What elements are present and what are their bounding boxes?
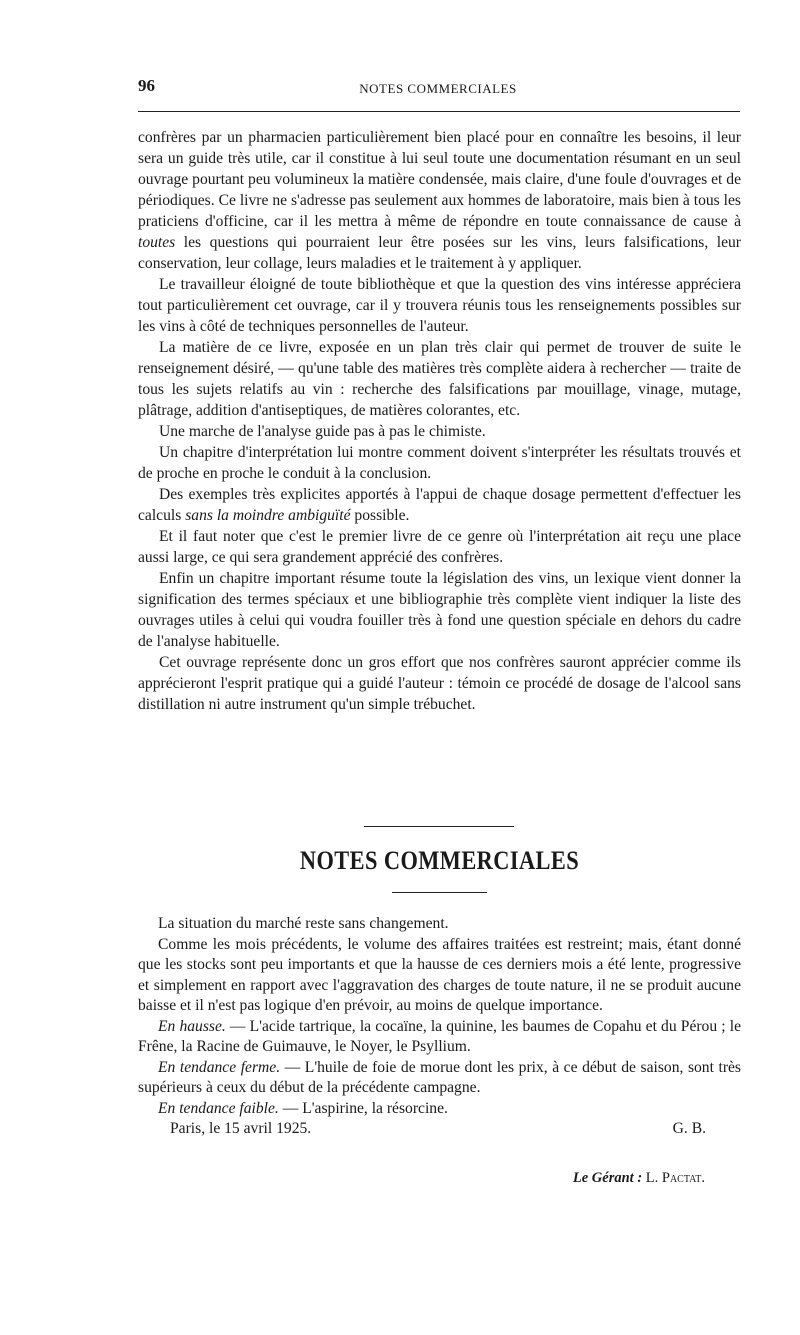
text-run: — L'huile de foie de morue dont les prix, à ce début de saison, sont très supérieurs à ceux du début de la précédente campagne. (138, 1058, 741, 1096)
paragraph (138, 935, 741, 1017)
paragraph (138, 526, 741, 568)
title-underline (392, 892, 487, 893)
italic-text: En tendance faible. (158, 1099, 279, 1117)
paragraph (138, 127, 741, 274)
text-run: Cet ouvrage représente donc un gros effort que nos confrères sauront apprécier comme ils apprécieront l'esprit pratique qui a guidé l'auteur : témoin ce procédé de dosage de l'alcool sans distillation ni autre instrument qu'un simple trébuchet. (138, 654, 741, 713)
text-run: Enfin un chapitre important résume toute la législation des vins, un lexique vient donner la signification des termes spéciaux et une bibliographie très complète vient indiquer la liste des ouvrages utiles à celui qui voudra fouiller très à fond une question spéciale en dehors du cadre de l'analyse habituelle. (138, 570, 741, 650)
section-divider (364, 826, 514, 827)
paragraph (138, 442, 741, 484)
paragraph (138, 652, 741, 715)
paragraph (138, 914, 741, 935)
gerant-label: Le Gérant : (572, 1170, 643, 1186)
market-report (138, 914, 741, 1141)
dateline-row (138, 1119, 741, 1141)
text-run: Et il faut noter que c'est le premier livre de ce genre où l'interprétation ait reçu une place aussi large, ce qui sera grandement apprécié des confrères. (138, 528, 741, 566)
text-run: Un chapitre d'interprétation lui montre comment doivent s'interpréter les résultats trouvés et de proche en proche le conduit à la conclusion. (138, 444, 741, 482)
italic-text: En hausse. (158, 1017, 226, 1035)
section-title: NOTES COMMERCIALES (299, 846, 580, 875)
italic-text: sans la moindre ambiguïté (185, 507, 351, 524)
paragraph (138, 421, 741, 442)
text-run: Des exemples très explicites apportés à l'appui de chaque dosage permettent d'effectuer les calculs (138, 486, 741, 524)
paragraph (138, 568, 741, 652)
paragraph (138, 484, 741, 526)
header-rule (138, 111, 740, 112)
paragraph (138, 337, 741, 421)
text-run: La situation du marché reste sans changement. (158, 915, 449, 932)
paragraph (138, 1017, 741, 1058)
italic-text: En tendance ferme. (158, 1058, 281, 1076)
signature: G. B. (672, 1120, 706, 1137)
paragraph (138, 1099, 741, 1120)
text-run: La matière de ce livre, exposée en un plan très clair qui permet de trouver de suite le renseignement désiré, — qu'une table des matières très complète aidera à rechercher — traite de tous les sujets relatifs au vin : recherche des falsifications par mouillage, vinage, mutage, plâtrage, addition d'antiseptiques, de matières colorantes, etc. (138, 339, 741, 419)
text-run: les questions qui pourraient leur être posées sur les vins, leurs falsifications, leur conservation, leur collage, leurs maladies et le traitement à y appliquer. (138, 234, 741, 272)
text-run: — L'aspirine, la résorcine. (278, 1099, 448, 1117)
paragraph (138, 274, 741, 337)
text-run: Comme les mois précédents, le volume des affaires traitées est restreint; mais, étant donné que les stocks sont peu importants et que la hausse de ces derniers mois a été lente, progressive et simplement en rapport avec l'aggravation des charges de toute nature, il ne se produit aucune baisse et il n'est pas logique d'en prévoir, au moins de quelque importance. (138, 935, 741, 1014)
text-run: Une marche de l'analyse guide pas à pas le chimiste. (159, 423, 486, 440)
text-run: possible. (350, 507, 410, 524)
page-header (138, 76, 738, 102)
page-number: 96 (138, 76, 155, 95)
gerant-line (573, 1170, 705, 1187)
paragraph (138, 1058, 741, 1099)
review-text (138, 127, 741, 715)
text-run: — L'acide tartrique, la cocaïne, la quinine, les baumes de Copahu et du Pérou ; le Frêne, la Racine de Guimauve, le Noyer, le Psyllium. (138, 1017, 741, 1055)
dateline: Paris, le 15 avril 1925. (170, 1120, 312, 1137)
text-run: confrères par un pharmacien particulièrement bien placé pour en connaître les besoins, il leur sera un guide très utile, car il constitue à lui seul toute une documentation résumant en un seul ouvrage pourtant peu volumineux la matière condensée, mais claire, d'une foule d'ouvrages et de périodiques. Ce livre ne s'adresse pas seulement aux hommes de laboratoire, mais bien à tous les praticiens d'officine, car il les mettra à même de répondre en toute connaissance de cause à (138, 129, 741, 230)
running-title: NOTES COMMERCIALES (359, 81, 517, 96)
text-run: Le travailleur éloigné de toute bibliothèque et que la question des vins intéresse appréciera tout particulièrement cet ouvrage, car il y trouvera réunis tous les renseignements possibles sur les vins à côté de techniques personnelles de l'auteur. (138, 276, 741, 335)
italic-text: toutes (138, 234, 176, 251)
gerant-name: L. Pactat. (645, 1170, 705, 1186)
